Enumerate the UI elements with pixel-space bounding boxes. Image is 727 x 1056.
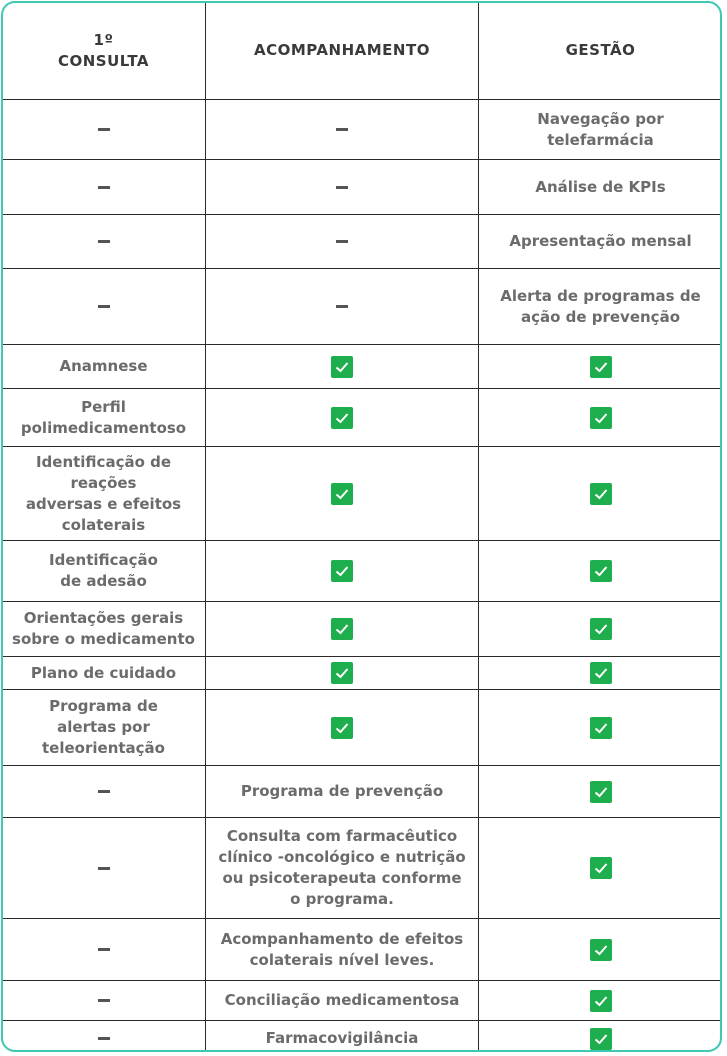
cell-first-consultation — [2, 981, 206, 1021]
dash-icon — [98, 305, 110, 308]
cell-text: Alerta de programas de ação de prevenção — [500, 286, 701, 326]
cell-text: Programa de alertas por teleorientação — [42, 697, 165, 757]
cell-first-consultation — [2, 1021, 206, 1053]
dash-icon — [98, 999, 110, 1002]
cell-first-consultation — [2, 215, 206, 269]
cell-first-consultation — [2, 766, 206, 818]
cell-follow-up — [206, 657, 479, 690]
cell-first-consultation — [2, 541, 206, 602]
table-row — [2, 345, 723, 389]
table-row — [2, 818, 723, 919]
cell-management — [479, 818, 723, 919]
checkmark-icon — [331, 618, 353, 640]
cell-follow-up — [206, 690, 479, 766]
checkmark-icon — [331, 483, 353, 505]
cell-text: Farmacovigilância — [265, 1029, 419, 1047]
header-follow-up: ACOMPANHAMENTO — [206, 2, 479, 100]
cell-management — [479, 602, 723, 657]
cell-management — [479, 690, 723, 766]
cell-management — [479, 389, 723, 447]
cell-follow-up — [206, 389, 479, 447]
table-row — [2, 981, 723, 1021]
cell-follow-up — [206, 1021, 479, 1053]
dash-icon — [336, 240, 348, 243]
cell-text: Programa de prevenção — [240, 782, 444, 800]
table-row — [2, 541, 723, 602]
cell-text: Identificação de adesão — [49, 551, 158, 590]
cell-management — [479, 160, 723, 215]
cell-first-consultation — [2, 389, 206, 447]
cell-management — [479, 1021, 723, 1053]
dash-icon — [98, 128, 110, 131]
cell-first-consultation — [2, 100, 206, 160]
dash-icon — [98, 1037, 110, 1040]
dash-icon — [98, 948, 110, 951]
cell-management — [479, 215, 723, 269]
checkmark-icon — [331, 560, 353, 582]
cell-follow-up — [206, 160, 479, 215]
checkmark-icon — [590, 356, 612, 378]
table-row — [2, 215, 723, 269]
checkmark-icon — [331, 717, 353, 739]
cell-follow-up — [206, 818, 479, 919]
dash-icon — [98, 186, 110, 189]
checkmark-icon — [331, 356, 353, 378]
checkmark-icon — [590, 407, 612, 429]
checkmark-icon — [590, 939, 612, 961]
cell-text: Orientações gerais sobre o medicamento — [12, 609, 195, 648]
cell-follow-up — [206, 100, 479, 160]
cell-text: Anamnese — [59, 357, 148, 375]
cell-follow-up — [206, 345, 479, 389]
services-table-frame — [1, 1, 722, 1052]
cell-first-consultation — [2, 690, 206, 766]
checkmark-icon — [590, 662, 612, 684]
cell-management — [479, 345, 723, 389]
cell-text: Apresentação mensal — [509, 232, 692, 250]
dash-icon — [336, 305, 348, 308]
checkmark-icon — [331, 407, 353, 429]
header-management: GESTÃO — [479, 2, 723, 100]
cell-management — [479, 541, 723, 602]
cell-management — [479, 657, 723, 690]
cell-follow-up — [206, 215, 479, 269]
cell-first-consultation — [2, 919, 206, 981]
cell-follow-up — [206, 766, 479, 818]
checkmark-icon — [331, 662, 353, 684]
cell-first-consultation — [2, 345, 206, 389]
cell-first-consultation — [2, 269, 206, 345]
cell-follow-up — [206, 447, 479, 541]
table-row — [2, 160, 723, 215]
checkmark-icon — [590, 560, 612, 582]
dash-icon — [98, 867, 110, 870]
cell-first-consultation — [2, 447, 206, 541]
cell-text: Consulta com farmacêutico clínico -oncológico e nutrição ou psicoterapeuta conforme o programa. — [218, 827, 466, 908]
cell-follow-up — [206, 269, 479, 345]
cell-text: Conciliação medicamentosa — [224, 991, 460, 1009]
cell-first-consultation — [2, 602, 206, 657]
checkmark-icon — [590, 618, 612, 640]
cell-management — [479, 981, 723, 1021]
cell-text: Análise de KPIs — [535, 177, 666, 196]
table-row — [2, 1021, 723, 1053]
table-row — [2, 657, 723, 690]
cell-text: Navegação por telefarmácia — [537, 109, 664, 149]
cell-follow-up — [206, 981, 479, 1021]
checkmark-icon — [590, 990, 612, 1012]
cell-text: Perfil polimedicamentoso — [20, 397, 187, 437]
services-comparison-table — [1, 1, 722, 1052]
table-row — [2, 766, 723, 818]
header-first-consultation: 1º CONSULTA — [2, 2, 206, 100]
table-row — [2, 602, 723, 657]
cell-text: Plano de cuidado — [30, 663, 177, 682]
cell-text: Acompanhamento de efeitos colaterais nível leves. — [220, 929, 464, 969]
cell-first-consultation — [2, 818, 206, 919]
table-row — [2, 919, 723, 981]
cell-follow-up — [206, 541, 479, 602]
cell-management — [479, 100, 723, 160]
dash-icon — [336, 128, 348, 131]
cell-text: Identificação de reações adversas e efeitos colaterais — [25, 452, 182, 534]
table-row — [2, 447, 723, 541]
cell-first-consultation — [2, 657, 206, 690]
cell-first-consultation — [2, 160, 206, 215]
table-row — [2, 100, 723, 160]
cell-management — [479, 766, 723, 818]
checkmark-icon — [590, 781, 612, 803]
checkmark-icon — [590, 483, 612, 505]
table-row — [2, 690, 723, 766]
table-row — [2, 389, 723, 447]
checkmark-icon — [590, 857, 612, 879]
table-row — [2, 269, 723, 345]
cell-management — [479, 269, 723, 345]
dash-icon — [336, 186, 348, 189]
cell-management — [479, 919, 723, 981]
checkmark-icon — [590, 717, 612, 739]
checkmark-icon — [590, 1028, 612, 1050]
header-row — [2, 2, 723, 100]
cell-follow-up — [206, 919, 479, 981]
dash-icon — [98, 240, 110, 243]
cell-follow-up — [206, 602, 479, 657]
cell-management — [479, 447, 723, 541]
dash-icon — [98, 790, 110, 793]
